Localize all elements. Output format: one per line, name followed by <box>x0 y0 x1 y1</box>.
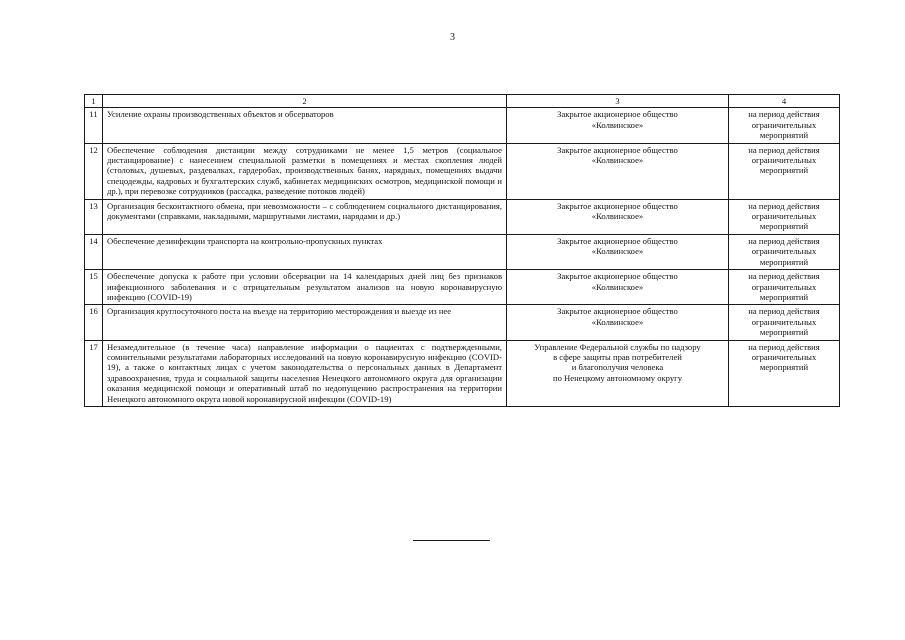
period-line: ограничительных <box>751 351 817 362</box>
table-row <box>85 340 840 406</box>
row-measure-text: Организация бесконтактного обмена, при невозможности – с соблюдением социального дистанцирования, документами (справками, накладными, маршрутными листами, нарядами и др.) <box>103 199 507 234</box>
row-responsible <box>507 143 729 199</box>
measures-table-body <box>85 95 840 407</box>
row-period <box>729 199 840 234</box>
period-line: ограничительных <box>751 316 817 327</box>
table-row <box>85 143 840 199</box>
table-header-row <box>85 95 840 108</box>
period-line: мероприятий <box>759 221 809 232</box>
responsible-line: «Колвинское» <box>591 119 644 130</box>
row-number: 17 <box>85 340 103 406</box>
header-cell-number: 1 <box>85 95 103 108</box>
responsible-line: «Колвинское» <box>591 246 644 257</box>
table-row <box>85 305 840 340</box>
period-line: ограничительных <box>751 119 817 130</box>
period-line: мероприятий <box>759 165 809 176</box>
row-responsible <box>507 199 729 234</box>
table-row <box>85 108 840 143</box>
row-measure-text: Организация круглосуточного поста на въезде на территорию месторождения и выезде из нее <box>103 305 507 340</box>
responsible-line: Закрытое акционерное общество <box>557 306 678 317</box>
period-line: мероприятий <box>759 130 809 141</box>
header-cell-responsible: 3 <box>507 95 729 108</box>
row-number: 11 <box>85 108 103 143</box>
row-responsible <box>507 270 729 305</box>
period-line: на период действия <box>748 271 820 282</box>
responsible-line: Управление Федеральной службы по надзору <box>534 341 701 352</box>
row-period <box>729 234 840 269</box>
responsible-line: и благополучия человека <box>571 362 664 373</box>
period-line: мероприятий <box>759 327 809 338</box>
period-line: на период действия <box>748 306 820 317</box>
row-measure-text: Незамедлительное (в течение часа) направление информации о пациентах с подтвержденными, сомнительными результатами лабораторных исследований на новую коронавирусную инфекцию (COVID-19), а также о контактных лицах с учетом законодательства о персональных данных в Департамент здравоохранения, труда и социальной защиты населения Ненецкого автономного округа для организации оказания медицинской помощи и оперативный штаб по недопущению распространения на территории Ненецкого автономного округа новой коронавирусной инфекции (COVID-19) <box>103 340 507 406</box>
responsible-line: Закрытое акционерное общество <box>557 109 678 120</box>
period-line: ограничительных <box>751 281 817 292</box>
period-line: на период действия <box>748 200 820 211</box>
row-responsible <box>507 340 729 406</box>
row-period <box>729 305 840 340</box>
row-measure-text: Усиление охраны производственных объектов и обсерваторов <box>103 108 507 143</box>
responsible-line: Закрытое акционерное общество <box>557 235 678 246</box>
period-line: ограничительных <box>751 246 817 257</box>
responsible-line: Закрытое акционерное общество <box>557 271 678 282</box>
row-measure-text: Обеспечение соблюдения дистанции между сотрудниками не менее 1,5 метров (социальное дистанцирование) с нанесением специальной разметки в помещениях и местах скопления людей (столовых, душевых, раздевалках, гардеробах, производственных банях, нарядных, помещениях выдачи спецодежды, кадровых и бухгалтерских служб, кабинетах медицинских осмотров, медицинской помощи и др.), при перевозке сотрудников (рассадка, разведение потоков людей) <box>103 143 507 199</box>
row-measure-text: Обеспечение дезинфекции транспорта на контрольно-пропускных пунктах <box>103 234 507 269</box>
measures-table <box>84 94 840 407</box>
row-number: 12 <box>85 143 103 199</box>
row-period <box>729 340 840 406</box>
responsible-line: «Колвинское» <box>591 281 644 292</box>
responsible-line: «Колвинское» <box>591 211 644 222</box>
period-line: на период действия <box>748 144 820 155</box>
period-line: на период действия <box>748 341 820 352</box>
header-cell-period: 4 <box>729 95 840 108</box>
period-line: мероприятий <box>759 291 809 302</box>
row-responsible <box>507 108 729 143</box>
row-number: 14 <box>85 234 103 269</box>
period-line: мероприятий <box>759 362 809 373</box>
row-responsible <box>507 305 729 340</box>
row-period <box>729 143 840 199</box>
row-responsible <box>507 234 729 269</box>
responsible-line: Закрытое акционерное общество <box>557 200 678 211</box>
period-line: ограничительных <box>751 155 817 166</box>
responsible-line: «Колвинское» <box>591 155 644 166</box>
row-measure-text: Обеспечение допуска к работе при условии обсервации на 14 календарных дней лиц без признаков инфекционного заболевания и с отрицательным результатом анализов на новую коронавирусную инфекцию (COVID-19) <box>103 270 507 305</box>
header-cell-measure: 2 <box>103 95 507 108</box>
period-line: на период действия <box>748 235 820 246</box>
row-number: 13 <box>85 199 103 234</box>
responsible-line: Закрытое акционерное общество <box>557 144 678 155</box>
row-number: 15 <box>85 270 103 305</box>
period-line: ограничительных <box>751 211 817 222</box>
table-row <box>85 234 840 269</box>
row-number: 16 <box>85 305 103 340</box>
page-number: 3 <box>450 32 455 43</box>
row-period <box>729 270 840 305</box>
responsible-line: в сфере защиты прав потребителей <box>553 351 682 362</box>
period-line: на период действия <box>748 109 820 120</box>
end-of-document-rule <box>413 540 490 541</box>
responsible-line: «Колвинское» <box>591 316 644 327</box>
responsible-line: по Ненецкому автономному округу <box>553 372 682 383</box>
row-period <box>729 108 840 143</box>
table-row <box>85 270 840 305</box>
period-line: мероприятий <box>759 256 809 267</box>
table-row <box>85 199 840 234</box>
